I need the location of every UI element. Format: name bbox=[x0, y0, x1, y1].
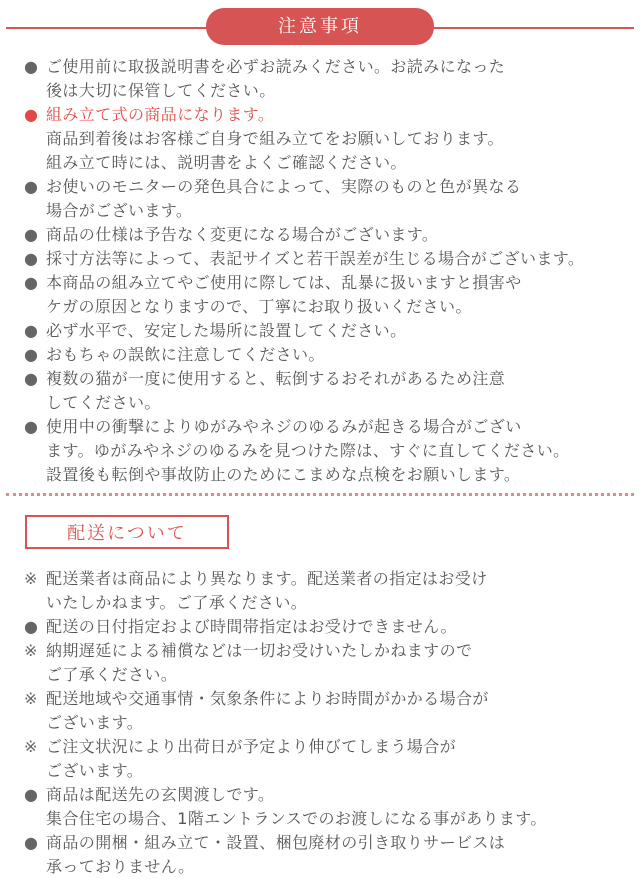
shipping-item-text: ご注文状況により出荷日が予定より伸びてしまう場合が ございます。 bbox=[46, 737, 457, 780]
shipping-item bbox=[24, 831, 624, 879]
bullet-spacer bbox=[24, 127, 46, 175]
caution-item bbox=[24, 175, 624, 223]
bullet-icon: ● bbox=[24, 833, 38, 852]
shipping-item-text: 配送地域や交通事情・気象条件によりお時間がかかる場合が ございます。 bbox=[46, 689, 489, 732]
caution-item bbox=[24, 367, 624, 415]
caution-item-text: 複数の猫が一度に使用すると、転倒するおそれがあるため注意 してください。 bbox=[46, 369, 506, 412]
bullet-icon: ● bbox=[24, 225, 38, 244]
caution-item bbox=[24, 247, 624, 271]
caution-item bbox=[24, 415, 624, 487]
dotted-divider bbox=[6, 493, 634, 496]
shipping-item-text: 配送の日付指定および時間帯指定はお受けできません。 bbox=[46, 617, 457, 636]
caution-item bbox=[24, 223, 624, 247]
caution-item bbox=[24, 343, 624, 367]
shipping-item bbox=[24, 567, 624, 615]
shipping-item bbox=[24, 783, 624, 831]
section-title-shipping: 配送について bbox=[25, 515, 229, 549]
caution-item-text: ご使用前に取扱説明書を必ずお読みください。お読みになった 後は大切に保管してください。 bbox=[46, 57, 506, 100]
reference-mark-icon: ※ bbox=[24, 569, 38, 588]
caution-item-text: 商品到着後はお客様ご自身で組み立てをお願いしております。 組み立て時には、説明書をよくご確認ください。 bbox=[46, 129, 504, 172]
shipping-item-text: 納期遅延による補償などは一切お受けいたしかねますので ご了承ください。 bbox=[46, 641, 473, 684]
caution-item bbox=[24, 271, 624, 319]
caution-item-text: 必ず水平で、安定した場所に設置してください。 bbox=[46, 321, 407, 340]
bullet-icon: ● bbox=[24, 617, 38, 636]
caution-item-text: お使いのモニターの発色具合によって、実際のものと色が異なる 場合がございます。 bbox=[46, 177, 522, 220]
bullet-icon: ● bbox=[24, 321, 38, 340]
shipping-item bbox=[24, 639, 624, 687]
caution-item-text: おもちゃの誤飲に注意してください。 bbox=[46, 345, 325, 364]
bullet-icon: ● bbox=[24, 785, 38, 804]
bullet-icon: ● bbox=[24, 105, 38, 124]
bullet-icon: ● bbox=[24, 273, 38, 292]
bullet-icon: ● bbox=[24, 417, 38, 436]
bullet-icon: ● bbox=[24, 177, 38, 196]
caution-item-text: 本商品の組み立てやご使用に際しては、乱暴に扱いますと損害や ケガの原因となりますので、丁寧にお取り扱いください。 bbox=[46, 273, 522, 316]
shipping-item bbox=[24, 615, 624, 639]
section-title-caution: 注意事項 bbox=[206, 8, 434, 45]
caution-list bbox=[24, 55, 624, 487]
reference-mark-icon: ※ bbox=[24, 689, 38, 708]
bullet-icon: ● bbox=[24, 249, 38, 268]
caution-item bbox=[24, 319, 624, 343]
bullet-icon: ● bbox=[24, 345, 38, 364]
reference-mark-icon: ※ bbox=[24, 641, 38, 660]
shipping-item bbox=[24, 687, 624, 735]
shipping-item bbox=[24, 735, 624, 783]
caution-item-text: 商品の仕様は予告なく変更になる場合がございます。 bbox=[46, 225, 439, 244]
caution-item bbox=[24, 103, 624, 127]
caution-item-text: 組み立て式の商品になります。 bbox=[46, 105, 275, 124]
caution-item bbox=[24, 127, 624, 175]
caution-item bbox=[24, 55, 624, 103]
caution-item-text: 採寸方法等によって、表記サイズと若干誤差が生じる場合がございます。 bbox=[46, 249, 585, 268]
caution-item-text: 使用中の衝撃によりゆがみやネジのゆるみが起きる場合がござい ます。ゆがみやネジのゆるみを見つけた際は、すぐに直してください。 設置後も転倒や事故防止のためにこまめな点検をお願いします。 bbox=[46, 417, 570, 484]
bullet-icon: ● bbox=[24, 57, 38, 76]
shipping-item-text: 商品の開梱・組み立て・設置、梱包廃材の引き取りサービスは 承っておりません。 bbox=[46, 833, 506, 876]
shipping-item-text: 配送業者は商品により異なります。配送業者の指定はお受け いたしかねます。ご了承ください。 bbox=[46, 569, 488, 612]
reference-mark-icon: ※ bbox=[24, 737, 38, 756]
bullet-icon: ● bbox=[24, 369, 38, 388]
shipping-item-text: 商品は配送先の玄関渡しです。 集合住宅の場合、1階エントランスでのお渡しになる事があります。 bbox=[46, 785, 547, 828]
shipping-list bbox=[24, 567, 624, 879]
